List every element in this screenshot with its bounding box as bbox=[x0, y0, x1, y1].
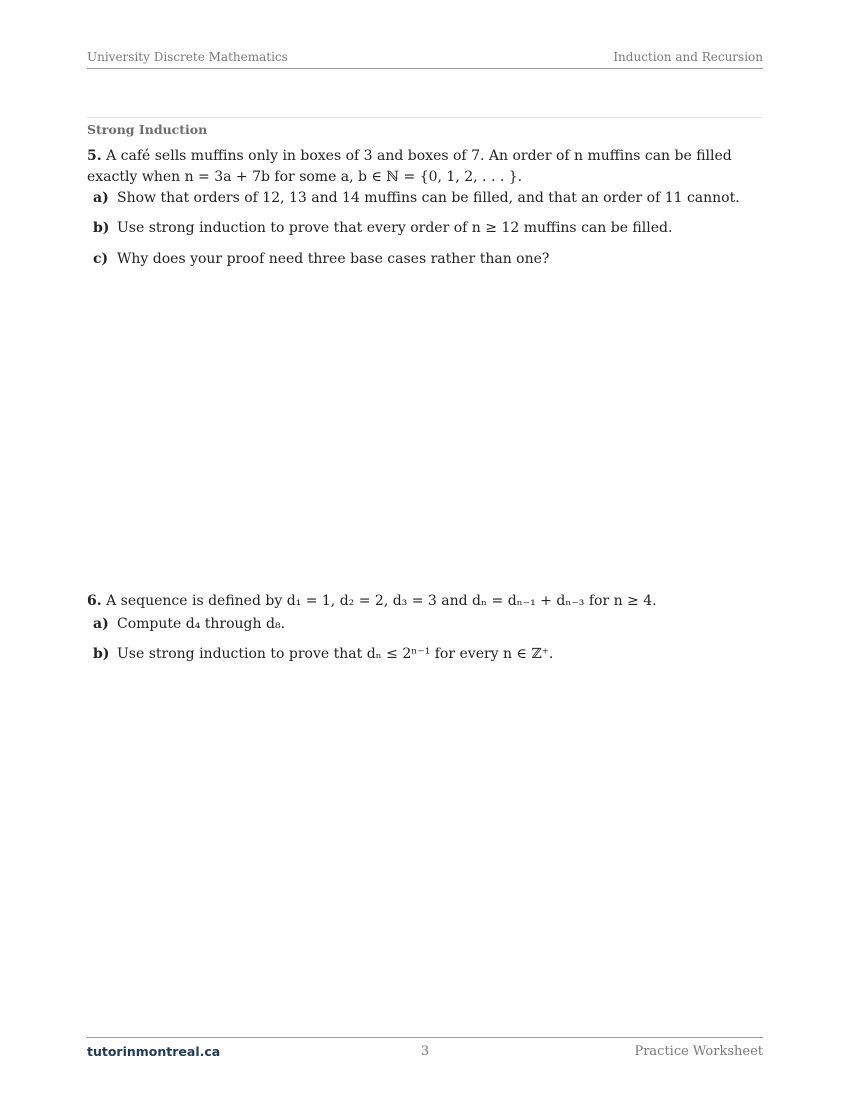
problem-5-part-b bbox=[87, 218, 764, 239]
problem-5-stem bbox=[87, 146, 764, 188]
problem-5-number: 5. bbox=[87, 148, 102, 164]
part-label: c) bbox=[93, 251, 109, 267]
part-text: Use strong induction to prove that dₙ ≤ 2ⁿ⁻¹ for every n ∈ ℤ⁺. bbox=[117, 646, 554, 662]
problem-5-text: A café sells muffins only in boxes of 3 and boxes of 7. An order of n muffins can be filled exactly when n = 3a + 7b for some a, b ∈ ℕ = {0, 1, 2, . . . }. bbox=[87, 148, 732, 185]
footer-site-link[interactable]: tutorinmontreal.ca bbox=[87, 1044, 221, 1059]
page-header bbox=[87, 50, 763, 69]
problem-6-stem bbox=[87, 591, 764, 612]
problem-6-part-b bbox=[87, 644, 764, 665]
problem-6-number: 6. bbox=[87, 593, 102, 609]
problem-6-part-a bbox=[87, 614, 764, 635]
header-chapter-title: Induction and Recursion bbox=[613, 50, 763, 64]
part-label: b) bbox=[93, 220, 110, 236]
part-label: a) bbox=[93, 190, 109, 206]
part-text: Show that orders of 12, 13 and 14 muffins can be filled, and that an order of 11 cannot. bbox=[117, 190, 740, 206]
problem-5 bbox=[87, 146, 764, 270]
problem-5-part-a bbox=[87, 188, 764, 209]
part-label: b) bbox=[93, 646, 110, 662]
problem-6 bbox=[87, 591, 764, 665]
part-text: Compute d₄ through d₈. bbox=[117, 616, 286, 632]
section-divider bbox=[87, 117, 763, 118]
problem-5-part-c bbox=[87, 249, 764, 270]
problem-6-text: A sequence is defined by d₁ = 1, d₂ = 2, d₃ = 3 and dₙ = dₙ₋₁ + dₙ₋₃ for n ≥ 4. bbox=[106, 593, 657, 609]
footer-doc-type: Practice Worksheet bbox=[634, 1044, 763, 1059]
page-footer bbox=[87, 1037, 763, 1062]
part-text: Why does your proof need three base cases rather than one? bbox=[117, 251, 550, 267]
section-title: Strong Induction bbox=[87, 122, 208, 137]
part-text: Use strong induction to prove that every order of n ≥ 12 muffins can be filled. bbox=[117, 220, 673, 236]
part-label: a) bbox=[93, 616, 109, 632]
header-course-title: University Discrete Mathematics bbox=[87, 50, 288, 64]
page-number: 3 bbox=[420, 1044, 430, 1059]
